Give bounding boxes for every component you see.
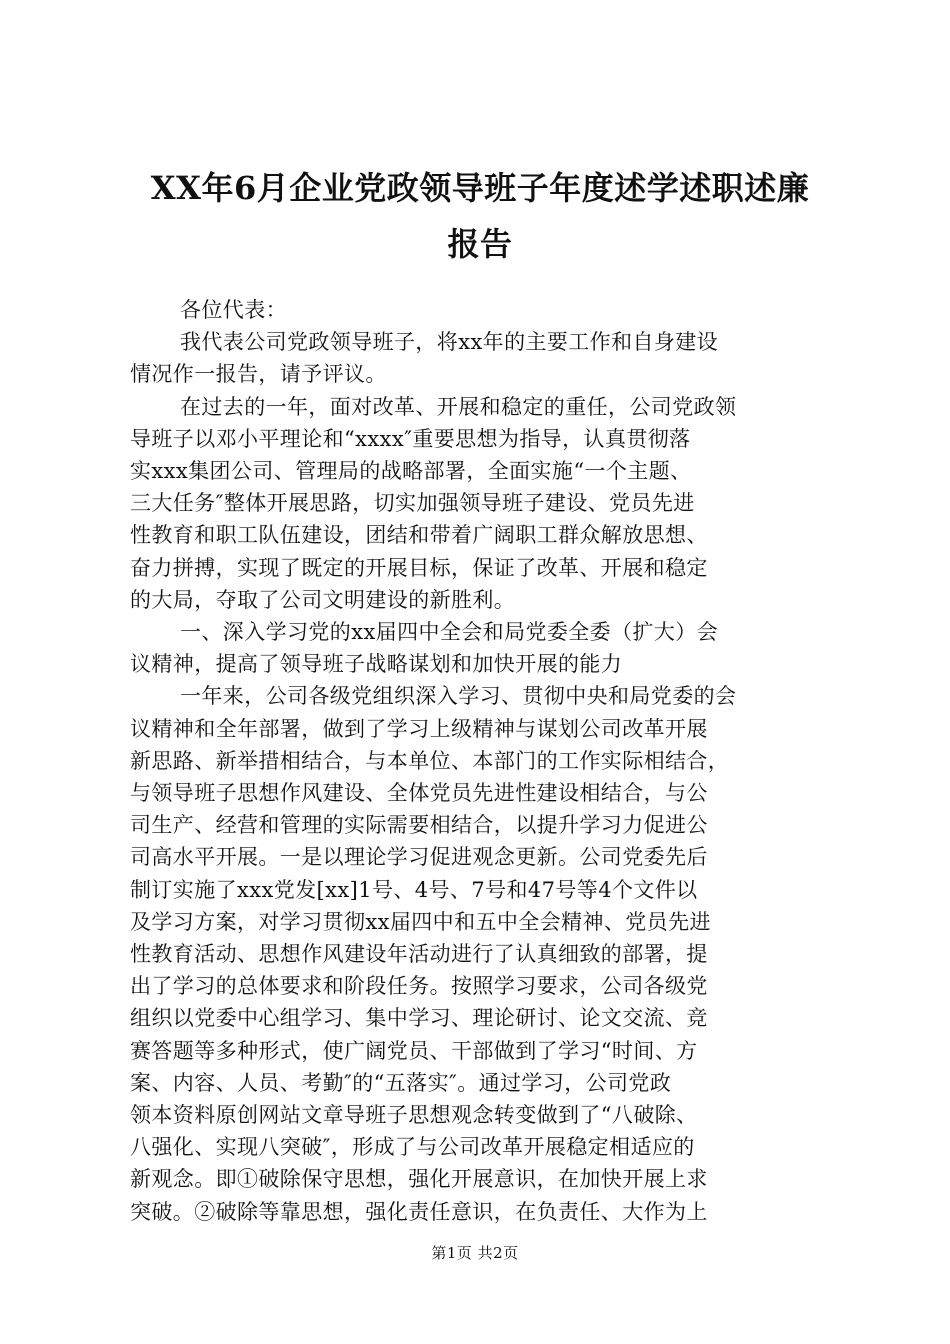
text-line: 突破。②破除等靠思想，强化责任意识，在负责任、大作为上 — [130, 1199, 708, 1224]
text-line: 性教育活动、思想作风建设年活动进行了认真细致的部署，提 — [130, 942, 708, 967]
text-line: 司生产、经营和管理的实际需要相结合，以提升学习力促进公 — [130, 813, 708, 838]
text-line: 我代表公司党政领导班子，将xx年的主要工作和自身建设 — [180, 330, 719, 355]
text-line: 在过去的一年，面对改革、开展和稳定的重任，公司党政领 — [180, 394, 737, 419]
section-heading-1 — [130, 616, 835, 680]
text-line: 性教育和职工队伍建设，团结和带着广阔职工群众解放思想、 — [130, 523, 708, 548]
text-line: 情况作一报告，请予评议。 — [130, 362, 387, 387]
text-line: 组织以党委中心组学习、集中学习、理论研讨、论文交流、竞 — [130, 1006, 708, 1031]
document-body — [130, 294, 835, 1228]
text-line: 议精神，提高了领导班子战略谋划和加快开展的能力 — [130, 652, 623, 677]
text-line: 八强化、实现八突破″，形成了与公司改革开展稳定相适应的 — [130, 1135, 695, 1160]
text-line: 及学习方案，对学习贯彻xx届四中和五中全会精神、党员先进 — [130, 909, 711, 934]
text-line: 司高水平开展。一是以理论学习促进观念更新。公司党委先后 — [130, 845, 708, 870]
text-line: 新观念。即①破除保守思想，强化开展意识，在加快开展上求 — [130, 1167, 708, 1192]
text-line: 实xxx集团公司、管理局的战略部署，全面实施“一个主题、 — [130, 459, 692, 484]
text-line: 领本资料原创网站文章导班子思想观念转变做到了“八破除、 — [130, 1103, 698, 1128]
text-line: 导班子以邓小平理论和“xxxx″重要思想为指导，认真贯彻落 — [130, 426, 691, 451]
paragraph-salutation — [130, 294, 835, 326]
text-line: 三大任务″整体开展思路，切实加强领导班子建设、党员先进 — [130, 491, 695, 516]
text-line: 议精神和全年部署，做到了学习上级精神与谋划公司改革开展 — [130, 716, 708, 741]
paragraph-section-1 — [130, 680, 835, 1227]
text-line: 与领导班子思想作风建设、全体党员先进性建设相结合，与公 — [130, 781, 708, 806]
title-line-1: XX年6月企业党政领导班子年度述学述职述廉 — [150, 169, 810, 207]
text-line: 案、内容、人员、考勤″的“五落实″。通过学习，公司党政 — [130, 1070, 672, 1095]
text-line: 新思路、新举措相结合，与本单位、本部门的工作实际相结合， — [130, 748, 730, 773]
text-line: 出了学习的总体要求和阶段任务。按照学习要求，公司各级党 — [130, 974, 708, 999]
text-line: 赛答题等多种形式，使广阔党员、干部做到了学习“时间、方 — [130, 1038, 698, 1063]
paragraph-summary — [130, 391, 835, 616]
text-line: 一年来，公司各级党组织深入学习、贯彻中央和局党委的会 — [180, 684, 737, 709]
text-line: 一、深入学习党的xx届四中全会和局党委全委（扩大）会 — [180, 620, 719, 645]
text-line: 的大局，夺取了公司文明建设的新胜利。 — [130, 587, 516, 612]
paragraph-intro — [130, 326, 835, 390]
document-title — [110, 160, 850, 272]
page-footer: 第1页 共2页 — [431, 1244, 519, 1262]
text-line: 各位代表： — [180, 298, 287, 322]
title-line-2: 报告 — [447, 225, 513, 263]
text-line: 制订实施了xxx党发[xx]1号、4号、7号和47号等4个文件以 — [130, 877, 698, 902]
text-line: 奋力拼搏，实现了既定的开展目标，保证了改革、开展和稳定 — [130, 555, 708, 580]
